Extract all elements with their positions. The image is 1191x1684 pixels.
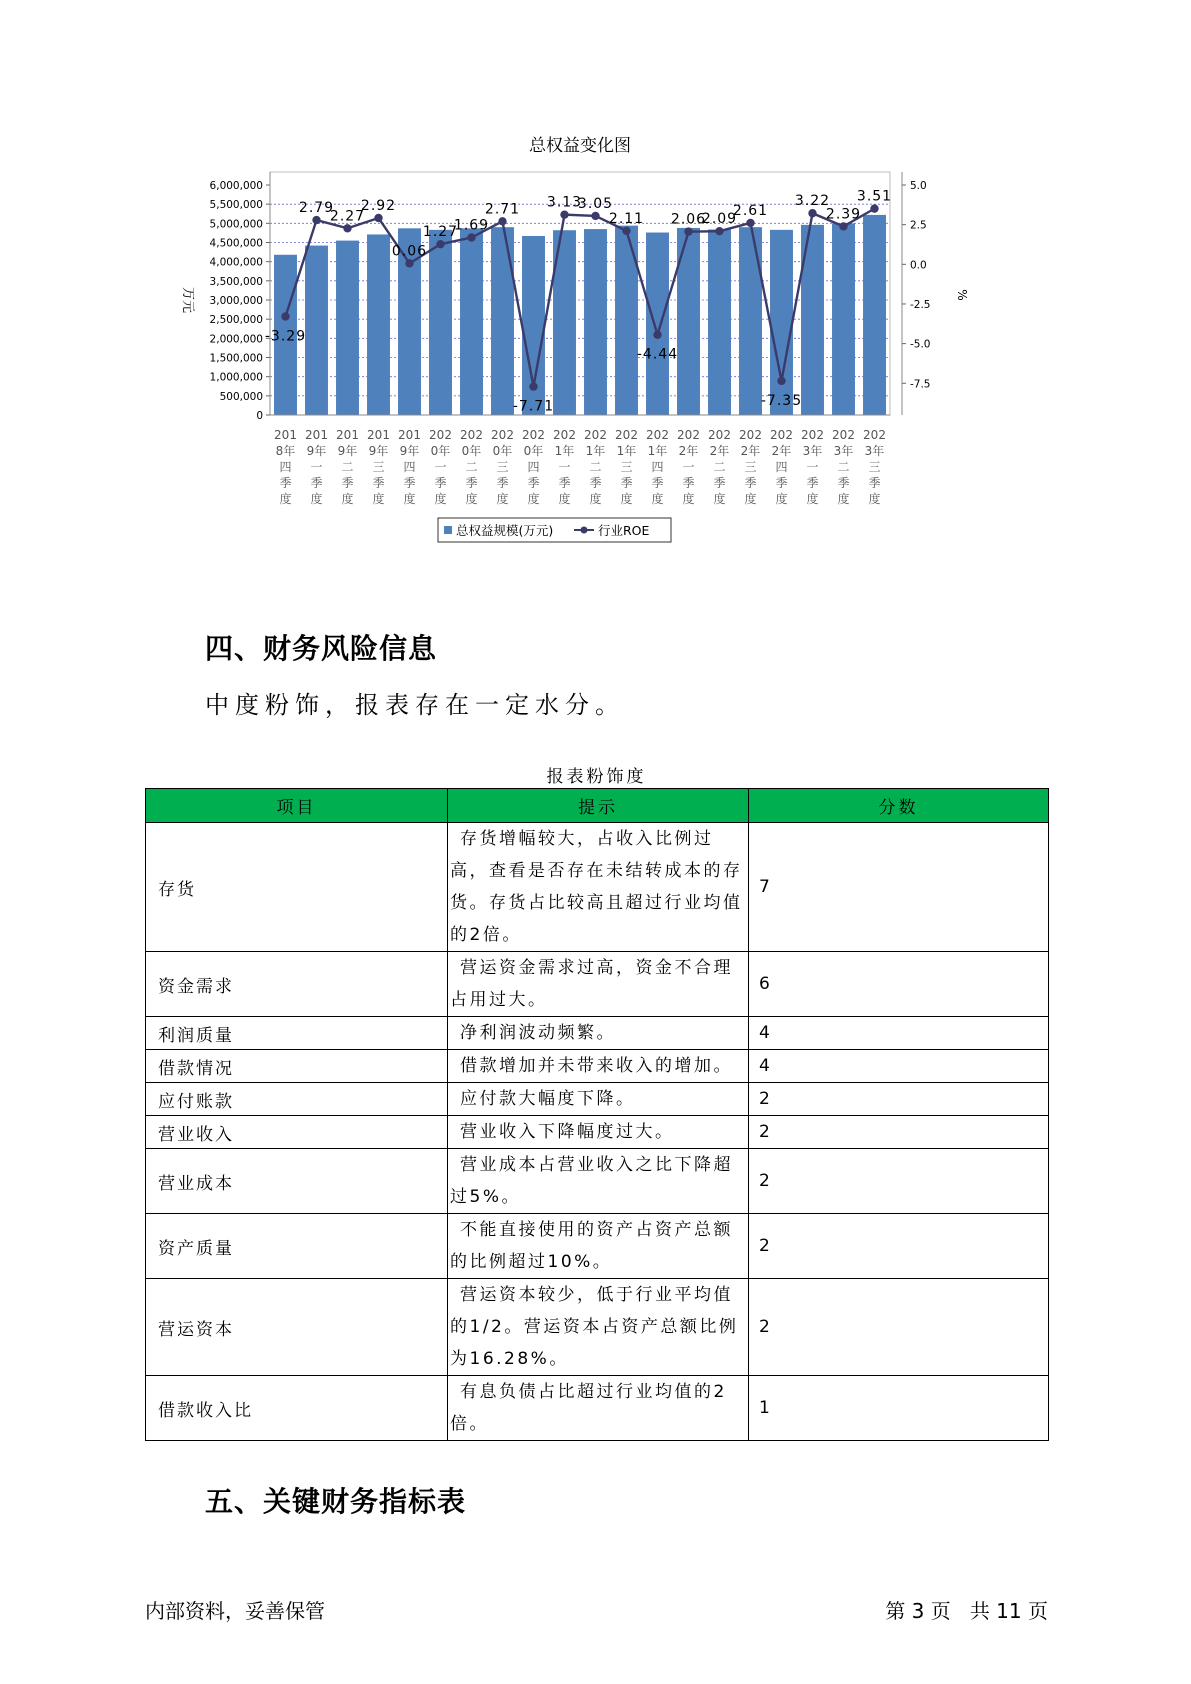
row-item: 营业收入 (146, 1116, 448, 1149)
y-tick-label: 1,500,000 (209, 352, 263, 365)
bar (584, 229, 607, 415)
row-item: 存货 (146, 823, 448, 952)
x-tick-label: 2年 (771, 444, 792, 458)
x-tick-label: 度 (682, 492, 695, 506)
table-caption: 报表粉饰度 (546, 767, 647, 787)
x-tick-label: 202 (429, 428, 452, 442)
x-tick-label: 二 (837, 460, 850, 474)
y2-tick-label: 5.0 (910, 180, 927, 192)
x-tick-label: 0年 (430, 444, 451, 458)
x-tick-label: 季 (527, 476, 540, 490)
x-tick-label: 2年 (678, 444, 699, 458)
roe-point (498, 217, 506, 225)
roe-data-label: 1.27 (422, 224, 459, 241)
x-tick-label: 3年 (802, 444, 823, 458)
x-tick-label: 一 (806, 460, 819, 474)
row-tip-first: 营业成本占营业收入之比下降超 (460, 1155, 733, 1175)
x-tick-label: 度 (806, 492, 819, 506)
roe-point (839, 222, 847, 230)
x-tick-label: 2年 (709, 444, 730, 458)
x-tick-label: 季 (558, 476, 571, 490)
y-tick-label: 3,000,000 (209, 295, 263, 307)
x-tick-label: 1年 (647, 444, 668, 458)
row-tip-first: 净利润波动频繁。 (460, 1023, 616, 1043)
roe-data-label: -7.35 (760, 392, 803, 409)
x-tick-label: 1年 (585, 444, 606, 458)
row-tip (448, 823, 749, 952)
roe-point (870, 204, 878, 212)
row-score: 1 (749, 1376, 1049, 1441)
roe-point (343, 224, 351, 232)
roe-data-label: 2.06 (670, 211, 707, 228)
row-tip-first: 应付款大幅度下降。 (460, 1089, 636, 1109)
row-score: 2 (749, 1083, 1049, 1116)
table-row (146, 1214, 1049, 1279)
equity-chart (170, 130, 1030, 600)
x-tick-label: 季 (372, 476, 385, 490)
x-tick-label: 度 (496, 492, 509, 506)
x-tick-label: 四 (527, 460, 540, 474)
bar (460, 228, 483, 415)
roe-data-label: 3.22 (794, 193, 831, 210)
x-tick-label: 0年 (461, 444, 482, 458)
row-score: 2 (749, 1116, 1049, 1149)
x-tick-label: 度 (837, 492, 850, 506)
x-tick-label: 季 (682, 476, 695, 490)
header-score: 分数 (749, 789, 1049, 823)
bar (429, 230, 452, 415)
row-score: 2 (749, 1149, 1049, 1214)
row-item: 营业成本 (146, 1149, 448, 1214)
roe-data-label: 3.51 (856, 188, 893, 205)
x-tick-label: 度 (744, 492, 757, 506)
row-tip-first: 营业收入下降幅度过大。 (460, 1122, 675, 1142)
x-tick-label: 9年 (306, 444, 327, 458)
x-tick-label: 202 (522, 428, 545, 442)
y-tick-label: 2,000,000 (209, 333, 263, 346)
legend-line-marker (581, 527, 588, 534)
x-tick-label: 度 (403, 492, 416, 506)
bar (770, 230, 793, 415)
roe-data-label: 2.61 (732, 202, 769, 219)
table-header-row (146, 789, 1049, 823)
x-tick-label: 二 (341, 460, 354, 474)
equity-chart-svg (170, 130, 1030, 600)
row-score: 2 (749, 1279, 1049, 1376)
roe-data-label: 3.13 (546, 194, 583, 211)
row-tip (448, 1017, 749, 1050)
section-heading-key-indicators: 五、关键财务指标表 (205, 1485, 467, 1518)
legend-bar-label: 总权益规模(万元) (456, 523, 554, 538)
x-tick-label: 201 (336, 428, 359, 442)
row-item: 借款收入比 (146, 1376, 448, 1441)
roe-data-label: 2.39 (825, 206, 862, 223)
row-tip-rest: 占用过大。 (450, 990, 548, 1010)
roe-point (374, 214, 382, 222)
bar (491, 227, 514, 415)
x-tick-label: 一 (310, 460, 323, 474)
y-tick-label: 500,000 (219, 390, 263, 403)
x-tick-label: 四 (775, 460, 788, 474)
row-tip-first: 营运资本较少，低于行业平均值 (460, 1285, 733, 1305)
window-dressing-table (145, 788, 1049, 1441)
x-tick-label: 202 (553, 428, 576, 442)
x-tick-label: 202 (739, 428, 762, 442)
x-tick-label: 三 (744, 460, 757, 474)
y-tick-label: 1,000,000 (209, 371, 263, 384)
row-score: 7 (749, 823, 1049, 952)
y-tick-label: 3,500,000 (209, 275, 263, 288)
table-row (146, 1376, 1049, 1441)
x-tick-label: 季 (713, 476, 726, 490)
x-tick-label: 三 (620, 460, 633, 474)
table-row (146, 1116, 1049, 1149)
x-tick-label: 度 (868, 492, 881, 506)
x-tick-label: 季 (465, 476, 478, 490)
x-tick-label: 一 (558, 460, 571, 474)
y2-tick-label: 0.0 (910, 259, 927, 272)
roe-point (715, 227, 723, 235)
row-tip-rest: 查看是否存在未结转成本的存货。存货占比较高且超过行业均值的2倍。 (450, 861, 743, 945)
x-tick-label: 201 (305, 428, 328, 442)
y-tick-label: 4,500,000 (209, 237, 263, 250)
x-tick-label: 度 (775, 492, 788, 506)
roe-point (746, 219, 754, 227)
x-tick-label: 9年 (368, 444, 389, 458)
roe-point (622, 227, 630, 235)
x-tick-label: 一 (434, 460, 447, 474)
row-item: 营运资本 (146, 1279, 448, 1376)
row-tip (448, 1279, 749, 1376)
chart-title: 总权益变化图 (529, 136, 631, 156)
x-tick-label: 度 (589, 492, 602, 506)
x-tick-label: 8年 (275, 444, 296, 458)
x-tick-label: 202 (770, 428, 793, 442)
x-tick-label: 四 (279, 460, 292, 474)
y-tick-label: 2,500,000 (209, 314, 263, 327)
y-tick-label: 5,500,000 (209, 199, 263, 212)
x-tick-label: 度 (558, 492, 571, 506)
roe-data-label: 2.71 (484, 201, 521, 218)
x-tick-label: 季 (775, 476, 788, 490)
roe-point (529, 382, 537, 390)
x-tick-label: 202 (863, 428, 886, 442)
roe-data-label: 0.06 (391, 243, 428, 260)
x-tick-label: 度 (372, 492, 385, 506)
x-tick-label: 1年 (616, 444, 637, 458)
row-tip-first: 不能直接使用的资产占资产总额 (460, 1220, 733, 1240)
legend-line-label: 行业ROE (598, 523, 650, 538)
x-tick-label: 202 (615, 428, 638, 442)
x-tick-label: 度 (527, 492, 540, 506)
roe-point (281, 312, 289, 320)
roe-point (560, 210, 568, 218)
x-tick-label: 202 (584, 428, 607, 442)
table-row (146, 1017, 1049, 1050)
x-tick-label: 度 (341, 492, 354, 506)
x-tick-label: 二 (465, 460, 478, 474)
row-tip-rest: 的比例超过10%。 (450, 1252, 613, 1272)
x-tick-label: 季 (589, 476, 602, 490)
bar (863, 215, 886, 415)
x-tick-label: 度 (279, 492, 292, 506)
roe-point (436, 240, 444, 248)
bar (708, 229, 731, 415)
x-tick-label: 季 (620, 476, 633, 490)
x-tick-label: 0年 (523, 444, 544, 458)
table-row (146, 952, 1049, 1017)
x-tick-label: 季 (403, 476, 416, 490)
x-tick-label: 季 (279, 476, 292, 490)
roe-point (684, 227, 692, 235)
x-tick-label: 度 (713, 492, 726, 506)
x-tick-label: 三 (868, 460, 881, 474)
row-tip (448, 1116, 749, 1149)
y-axis-label: 万元 (180, 286, 195, 314)
footer-page-number: 第 3 页 共 11 页 (885, 1599, 1048, 1623)
x-tick-label: 2年 (740, 444, 761, 458)
roe-data-label: 2.09 (701, 211, 738, 228)
x-tick-label: 202 (460, 428, 483, 442)
x-tick-label: 9年 (399, 444, 420, 458)
row-item: 借款情况 (146, 1050, 448, 1083)
x-tick-label: 度 (465, 492, 478, 506)
row-score: 4 (749, 1050, 1049, 1083)
row-tip-first: 存货增幅较大，占收入比例过高， (450, 829, 714, 881)
roe-point (777, 377, 785, 385)
bar (832, 223, 855, 415)
x-tick-label: 201 (367, 428, 390, 442)
row-tip-rest: 过5%。 (450, 1187, 521, 1207)
x-tick-label: 202 (491, 428, 514, 442)
header-item: 项目 (146, 789, 448, 823)
roe-data-label: 2.27 (329, 208, 366, 225)
row-tip (448, 1376, 749, 1441)
x-tick-label: 度 (620, 492, 633, 506)
x-tick-label: 三 (496, 460, 509, 474)
roe-data-label: 2.79 (298, 200, 335, 217)
row-score: 6 (749, 952, 1049, 1017)
x-tick-label: 季 (868, 476, 881, 490)
table-row (146, 1149, 1049, 1214)
table-row (146, 1279, 1049, 1376)
x-tick-label: 202 (646, 428, 669, 442)
roe-point (653, 331, 661, 339)
row-tip (448, 1214, 749, 1279)
roe-point (591, 212, 599, 220)
y2-tick-label: -7.5 (910, 378, 931, 391)
x-tick-label: 3年 (833, 444, 854, 458)
bar (739, 227, 762, 415)
x-tick-label: 1年 (554, 444, 575, 458)
bar (305, 246, 328, 415)
x-tick-label: 9年 (337, 444, 358, 458)
row-score: 2 (749, 1214, 1049, 1279)
roe-data-label: 2.92 (360, 197, 397, 214)
x-tick-label: 季 (310, 476, 323, 490)
x-tick-label: 四 (403, 460, 416, 474)
row-item: 应付账款 (146, 1083, 448, 1116)
roe-data-label: 2.11 (608, 210, 645, 227)
x-tick-label: 季 (496, 476, 509, 490)
x-tick-label: 二 (589, 460, 602, 474)
x-tick-label: 季 (341, 476, 354, 490)
x-tick-label: 202 (708, 428, 731, 442)
row-item: 利润质量 (146, 1017, 448, 1050)
footer-confidential: 内部资料，妥善保管 (145, 1599, 325, 1623)
y-tick-label: 0 (256, 410, 263, 422)
table-row (146, 1083, 1049, 1116)
y2-tick-label: -2.5 (910, 298, 931, 311)
x-tick-label: 201 (398, 428, 421, 442)
y-tick-label: 4,000,000 (209, 256, 263, 269)
x-tick-label: 一 (682, 460, 695, 474)
risk-summary: 中度粉饰，报表存在一定水分。 (205, 691, 625, 719)
row-tip-first: 营运资金需求过高，资金不合理 (460, 958, 733, 978)
x-tick-label: 四 (651, 460, 664, 474)
row-tip-first: 有息负债占比超过行业均值的2倍 (450, 1382, 727, 1434)
bar (646, 233, 669, 415)
x-tick-label: 季 (434, 476, 447, 490)
row-item: 资产质量 (146, 1214, 448, 1279)
x-tick-label: 季 (837, 476, 850, 490)
roe-point (808, 209, 816, 217)
x-tick-label: 三 (372, 460, 385, 474)
row-tip (448, 1083, 749, 1116)
roe-point (405, 259, 413, 267)
y-tick-label: 6,000,000 (209, 180, 263, 192)
roe-data-label: 1.69 (453, 217, 490, 234)
bar (336, 241, 359, 415)
row-tip-rest: 的1/2。营运资本占资产总额比例为16.28%。 (450, 1317, 739, 1369)
roe-data-label: -3.29 (264, 328, 307, 345)
section-heading-financial-risk: 四、财务风险信息 (205, 632, 438, 665)
x-tick-label: 202 (801, 428, 824, 442)
roe-data-label: -7.71 (512, 398, 555, 415)
x-tick-label: 3年 (864, 444, 885, 458)
table-row (146, 823, 1049, 952)
roe-data-label: 3.05 (577, 195, 614, 212)
x-tick-label: 季 (744, 476, 757, 490)
row-tip (448, 1149, 749, 1214)
x-tick-label: 202 (677, 428, 700, 442)
x-tick-label: 度 (310, 492, 323, 506)
x-tick-label: 度 (434, 492, 447, 506)
legend-bar-swatch (444, 526, 452, 534)
row-tip (448, 1050, 749, 1083)
bar (367, 234, 390, 415)
x-tick-label: 季 (806, 476, 819, 490)
row-item: 资金需求 (146, 952, 448, 1017)
x-tick-label: 季 (651, 476, 664, 490)
x-tick-label: 201 (274, 428, 297, 442)
y-tick-label: 5,000,000 (209, 218, 263, 231)
row-tip-first: 借款增加并未带来收入的增加。 (460, 1056, 733, 1076)
roe-point (312, 216, 320, 224)
row-tip (448, 952, 749, 1017)
x-tick-label: 0年 (492, 444, 513, 458)
roe-point (467, 233, 475, 241)
row-tip-rest: 。 (469, 1414, 489, 1434)
roe-data-label: -4.44 (636, 346, 679, 363)
y2-tick-label: -5.0 (910, 338, 931, 351)
header-tip: 提示 (448, 789, 749, 823)
y2-tick-label: 2.5 (910, 219, 927, 232)
table-row (146, 1050, 1049, 1083)
row-score: 4 (749, 1017, 1049, 1050)
x-tick-label: 度 (651, 492, 664, 506)
y2-axis-label: % (955, 289, 969, 301)
x-tick-label: 202 (832, 428, 855, 442)
x-tick-label: 二 (713, 460, 726, 474)
